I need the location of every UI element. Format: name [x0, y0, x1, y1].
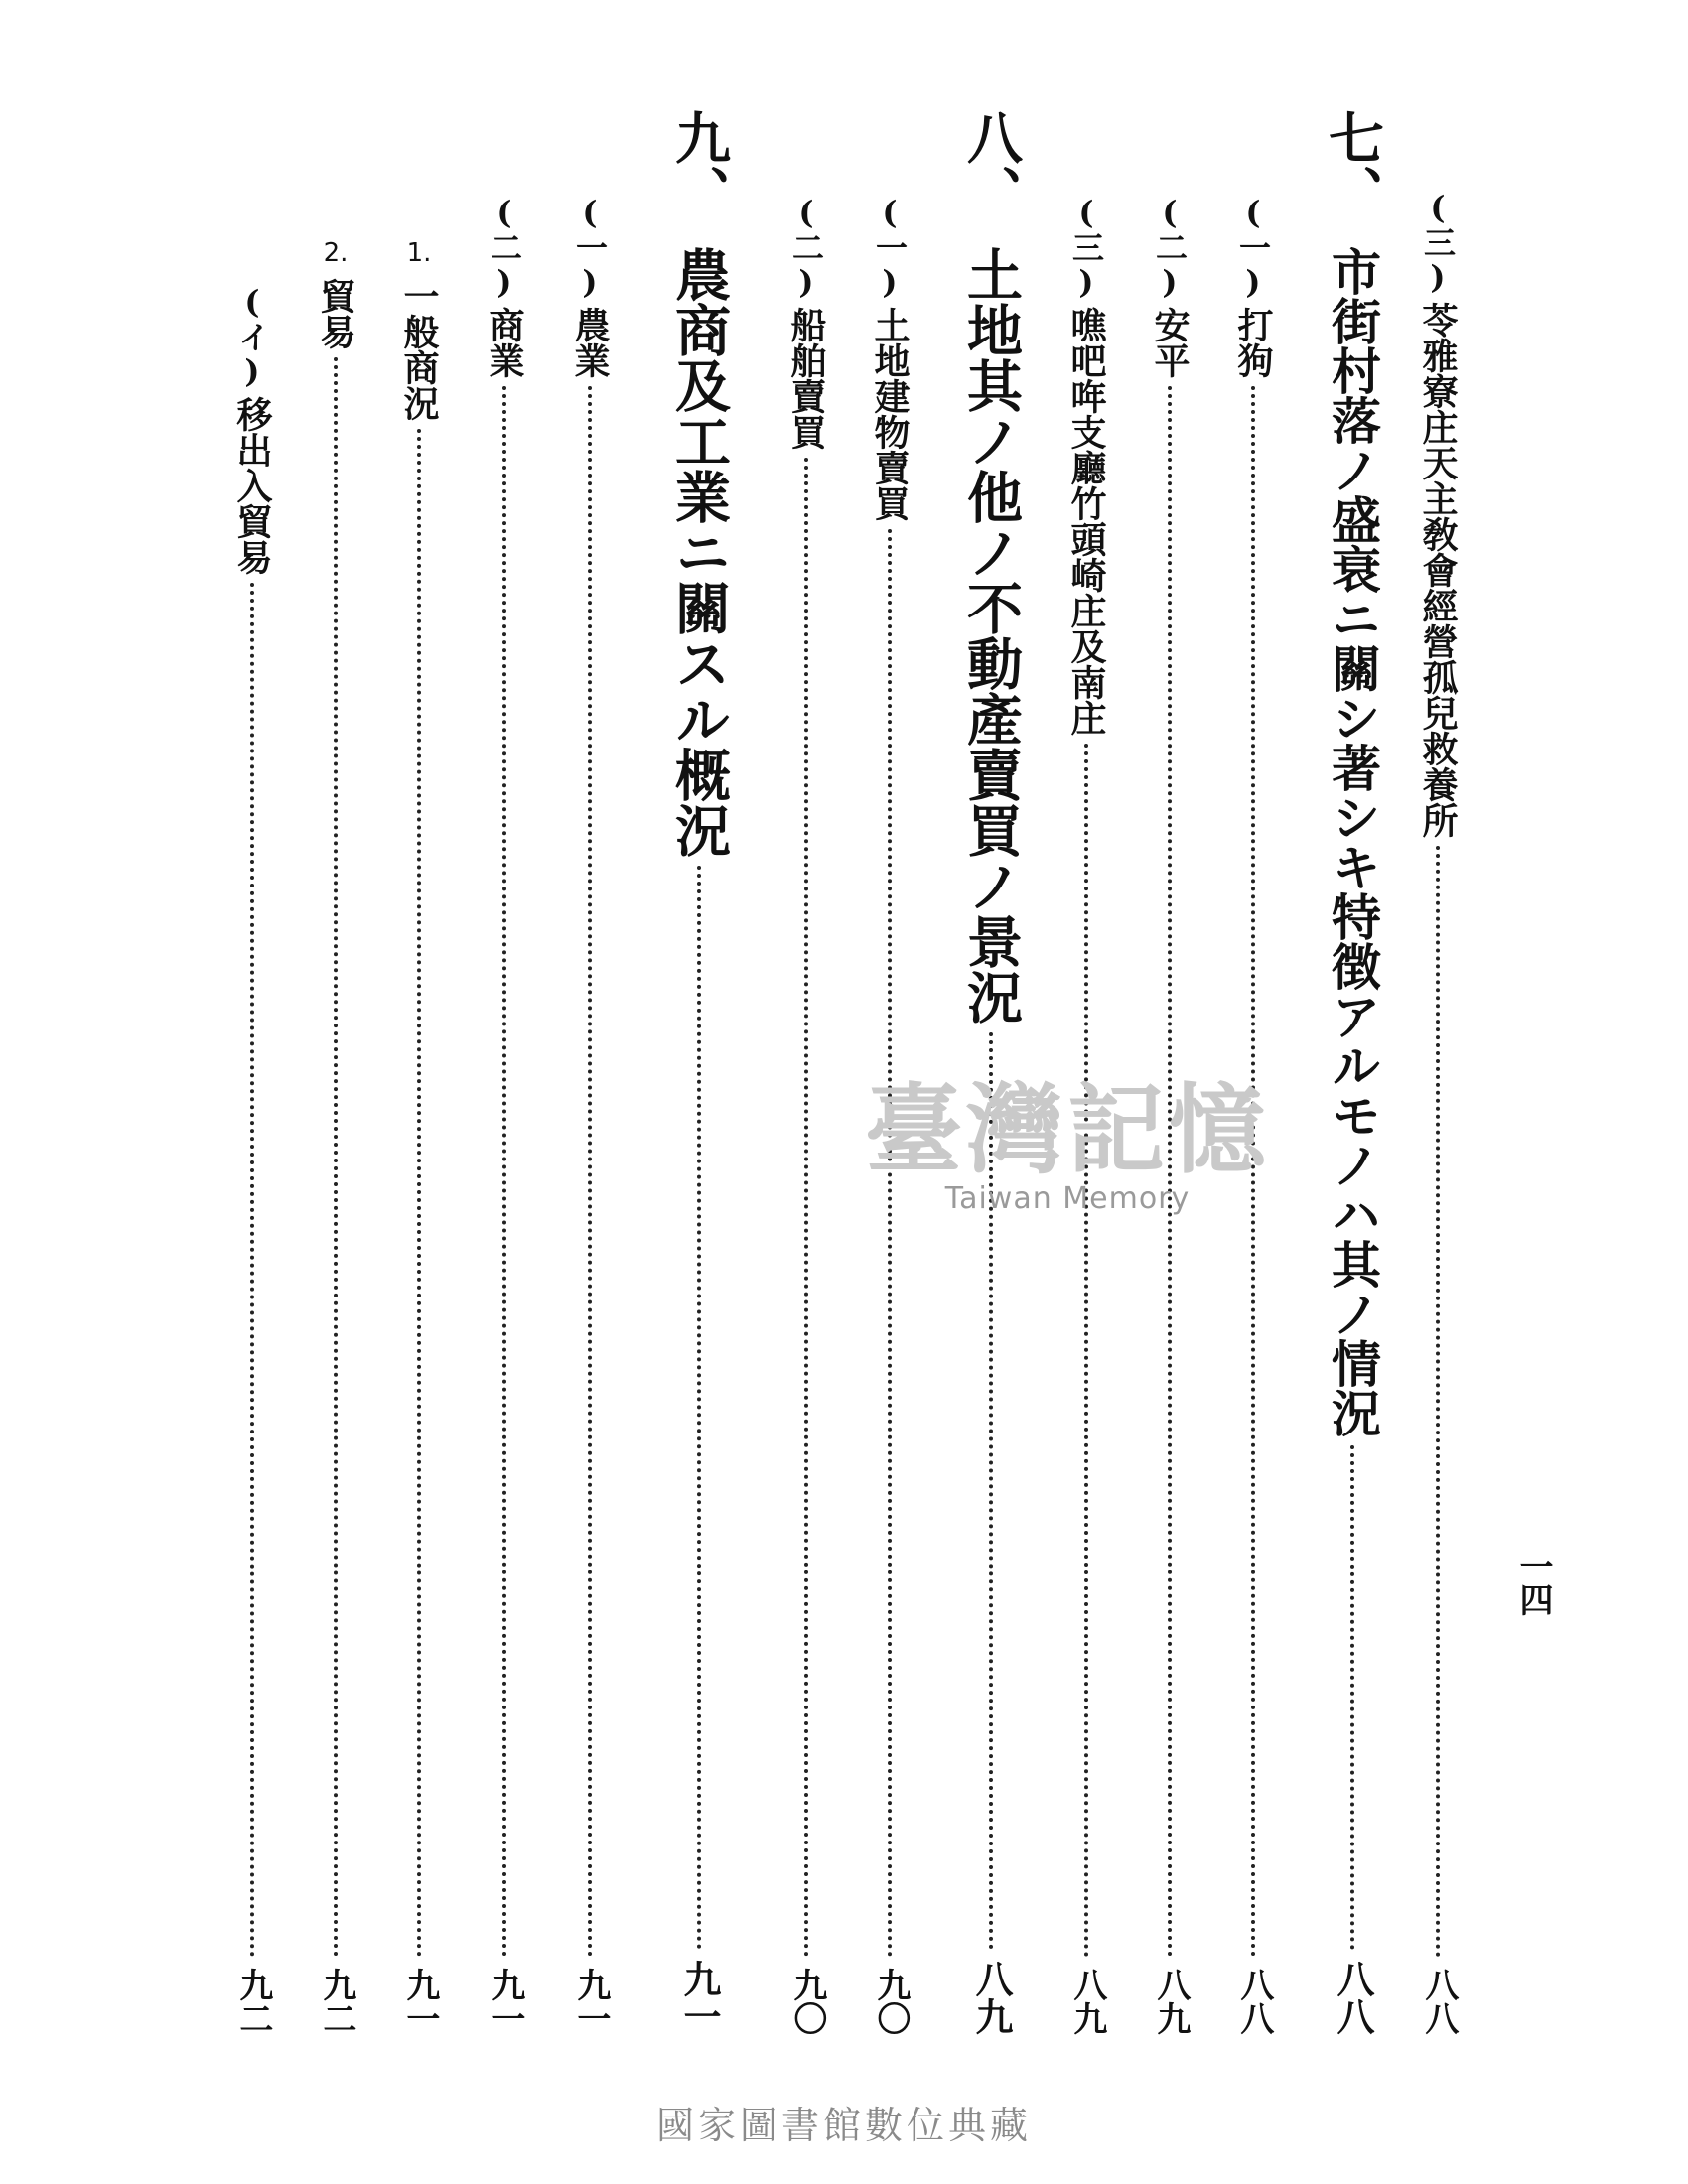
toc-section: [659, 109, 739, 2035]
watermark-english: Taiwan Memory: [944, 1181, 1191, 1216]
entry-marker: (一): [871, 194, 909, 301]
entry-title: 船舶賣買: [785, 307, 827, 450]
toc-entry: [560, 194, 620, 2035]
watermark-chinese: 臺灣記憶: [864, 1073, 1270, 1187]
entry-page: 九一: [399, 1968, 440, 2035]
dot-leader: [1350, 1445, 1354, 1950]
entry-title: 安平: [1149, 307, 1191, 378]
entry-title: 移出入貿易: [231, 396, 273, 575]
toc-entry: [389, 238, 449, 2035]
toc-entry: [1223, 194, 1283, 2035]
section-title: 土地其ノ他ノ不動產賣買ノ景況: [958, 246, 1024, 1024]
toc-entry: [1408, 189, 1468, 2035]
entry-number: 1.: [406, 238, 432, 268]
entry-marker: (二): [787, 194, 825, 301]
toc-section: [1313, 109, 1392, 2035]
dot-leader: [1168, 386, 1172, 1958]
entry-marker: (二): [1151, 194, 1189, 301]
entry-page: 九〇: [786, 1968, 827, 2035]
dot-leader: [588, 386, 592, 1958]
section-title: 農商及工業ニ關スル概況: [666, 246, 732, 858]
entry-page: 九一: [485, 1968, 525, 2035]
entry-page: 八九: [1066, 1968, 1107, 2035]
entry-title: 噍吧哖支廳竹頭崎庄及南庄: [1065, 307, 1107, 736]
toc-entry: [306, 238, 365, 2035]
entry-title: 土地建物賣買: [869, 307, 911, 521]
toc-section: [951, 109, 1031, 2035]
dot-leader: [502, 386, 506, 1958]
entry-number: 2.: [323, 238, 349, 268]
entry-page: 九二: [316, 1968, 356, 2035]
entry-marker: (三): [1067, 194, 1105, 301]
dot-leader: [1436, 846, 1440, 1958]
toc-entry: [860, 194, 919, 2035]
entry-page: 八九: [1150, 1968, 1191, 2035]
dot-leader: [1251, 386, 1255, 1958]
section-marker: 九、: [666, 109, 732, 220]
toc-entry: [475, 194, 534, 2035]
section-marker: 七、: [1320, 109, 1385, 220]
dot-leader: [334, 357, 338, 1958]
entry-marker: (一): [1234, 194, 1272, 301]
toc-entry: [776, 194, 836, 2035]
section-page: 八八: [1330, 1960, 1375, 2035]
dot-leader: [804, 458, 808, 1958]
entry-page: 八八: [1418, 1968, 1459, 2035]
entry-title: 貿易: [315, 278, 356, 349]
dot-leader: [1084, 744, 1088, 1958]
toc-entry: [1056, 194, 1116, 2035]
entry-page: 八八: [1233, 1968, 1274, 2035]
entry-title: 農業: [569, 307, 611, 378]
section-marker: 八、: [958, 109, 1024, 220]
entry-title: 商業: [484, 307, 525, 378]
dot-leader: [989, 1032, 993, 1950]
archive-footer: 國家圖書館數位典藏: [655, 2104, 1032, 2147]
section-page: 九一: [676, 1960, 722, 2035]
section-title: 市街村落ノ盛衰ニ關シ著シキ特徴アルモノハ其ノ情況: [1324, 246, 1382, 1437]
toc-entry: [222, 283, 282, 2035]
dot-leader: [697, 866, 701, 1950]
entry-marker: (一): [571, 194, 609, 301]
entry-marker: (二): [486, 194, 523, 301]
page-number: 一四: [1513, 1549, 1553, 1616]
entry-title: 打狗: [1232, 307, 1274, 378]
entry-page: 九二: [232, 1968, 273, 2035]
entry-page: 九〇: [870, 1968, 911, 2035]
toc-entry: [1140, 194, 1199, 2035]
dot-leader: [250, 583, 254, 1958]
entry-marker: (三): [1419, 189, 1457, 296]
entry-title: 苓雅寮庄天主敎會經營孤兒救養所: [1417, 302, 1459, 838]
entry-page: 九一: [570, 1968, 611, 2035]
entry-marker: (イ): [233, 283, 271, 390]
section-page: 八九: [968, 1960, 1014, 2035]
entry-title: 一般商況: [398, 278, 440, 421]
dot-leader: [888, 529, 892, 1958]
dot-leader: [417, 429, 421, 1958]
